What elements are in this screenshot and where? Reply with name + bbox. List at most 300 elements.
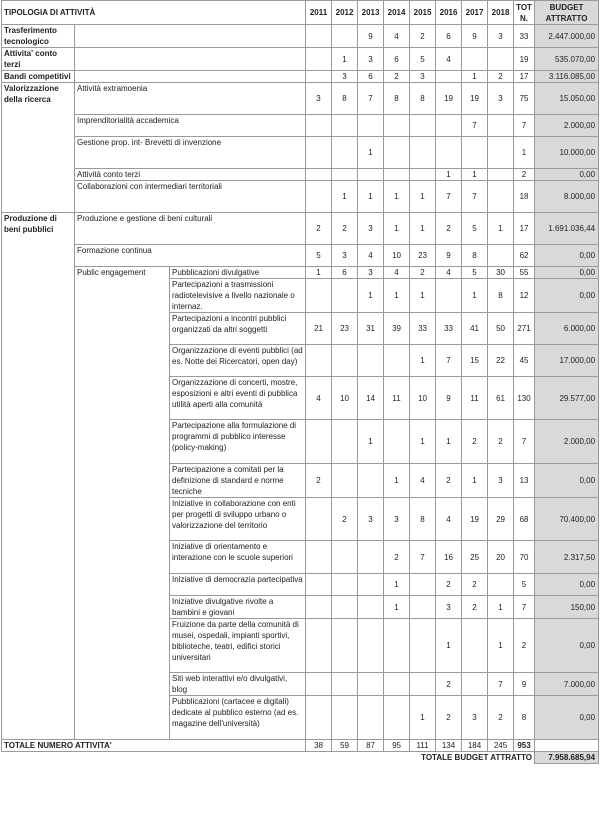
row-budget: 10.000,00 — [535, 137, 599, 169]
year-value: 25 — [462, 541, 488, 574]
year-value: 3 — [306, 83, 332, 115]
year-value: 29 — [488, 498, 514, 541]
row-category: Trasferimento tecnologico — [2, 25, 75, 48]
year-value — [358, 345, 384, 377]
year-value — [306, 181, 332, 213]
row-subcategory: Gestione prop. int- Brevetti di invenzione — [75, 137, 306, 169]
row-subcategory: Attività conto terzi — [75, 169, 306, 181]
year-value: 2 — [488, 71, 514, 83]
year-value — [332, 420, 358, 464]
year-value — [358, 541, 384, 574]
year-value: 1 — [358, 137, 384, 169]
year-value: 2 — [436, 464, 462, 498]
row-budget: 2.000,00 — [535, 115, 599, 137]
row-activity: Pubblicazioni (cartacee e digitali) dedicate al pubblico esterno (ad es. magazine dell'università) — [170, 696, 306, 740]
year-value: 1 — [358, 279, 384, 313]
row-budget: 29.577,00 — [535, 377, 599, 420]
table-row — [2, 71, 599, 83]
totals-year: 184 — [462, 740, 488, 752]
year-value: 1 — [488, 596, 514, 619]
header-year: 2017 — [462, 1, 488, 25]
year-value — [384, 696, 410, 740]
totals-year: 87 — [358, 740, 384, 752]
totals-spacer — [535, 740, 599, 752]
year-value: 1 — [410, 213, 436, 245]
row-total: 17 — [514, 213, 535, 245]
year-value — [332, 279, 358, 313]
header-year: 2011 — [306, 1, 332, 25]
row-total: 2 — [514, 619, 535, 673]
year-value — [332, 696, 358, 740]
year-value: 50 — [488, 313, 514, 345]
row-category: Valorizzazione della ricerca — [2, 83, 75, 213]
year-value — [358, 115, 384, 137]
year-value: 1 — [384, 574, 410, 596]
year-value: 2 — [384, 71, 410, 83]
row-subcategory — [75, 71, 306, 83]
year-value — [410, 574, 436, 596]
year-value — [358, 169, 384, 181]
year-value: 4 — [306, 377, 332, 420]
year-value: 6 — [384, 48, 410, 71]
row-total: 1 — [514, 137, 535, 169]
row-budget: 2.317,50 — [535, 541, 599, 574]
year-value: 1 — [410, 420, 436, 464]
year-value: 3 — [488, 83, 514, 115]
year-value: 7 — [462, 181, 488, 213]
year-value: 9 — [462, 25, 488, 48]
row-total: 68 — [514, 498, 535, 541]
year-value: 8 — [384, 83, 410, 115]
year-value: 7 — [358, 83, 384, 115]
header-year: 2013 — [358, 1, 384, 25]
year-value: 7 — [436, 345, 462, 377]
row-activity: Iniziative in collaborazione con enti per progetti di sviluppo urbano o valorizzazione del territorio — [170, 498, 306, 541]
grand-total-row — [2, 752, 599, 764]
year-value: 1 — [410, 279, 436, 313]
totals-year: 95 — [384, 740, 410, 752]
year-value: 15 — [462, 345, 488, 377]
year-value — [306, 169, 332, 181]
year-value — [332, 345, 358, 377]
table-body — [2, 25, 599, 740]
row-total: 271 — [514, 313, 535, 345]
year-value: 1 — [436, 420, 462, 464]
year-value: 4 — [384, 25, 410, 48]
year-value: 9 — [358, 25, 384, 48]
row-activity: Siti web interattivi e/o divulgativi, blog — [170, 673, 306, 696]
year-value — [332, 619, 358, 673]
totals-year: 245 — [488, 740, 514, 752]
year-value: 33 — [410, 313, 436, 345]
table-row — [2, 267, 599, 279]
year-value — [462, 619, 488, 673]
row-activity: Partecipazioni a incontri pubblici organizzati da altri soggetti — [170, 313, 306, 345]
year-value: 14 — [358, 377, 384, 420]
totals-label: TOTALE NUMERO ATTIVITA' — [2, 740, 306, 752]
year-value: 1 — [436, 169, 462, 181]
year-value — [306, 541, 332, 574]
header-year: 2015 — [410, 1, 436, 25]
row-budget: 0,00 — [535, 245, 599, 267]
row-budget: 2.447.000,00 — [535, 25, 599, 48]
row-category: Attivita' conto terzi — [2, 48, 75, 71]
year-value: 10 — [384, 245, 410, 267]
year-value — [332, 169, 358, 181]
year-value: 23 — [410, 245, 436, 267]
row-budget: 150,00 — [535, 596, 599, 619]
year-value — [306, 596, 332, 619]
year-value: 2 — [436, 574, 462, 596]
year-value — [384, 115, 410, 137]
row-total: 7 — [514, 115, 535, 137]
year-value — [462, 673, 488, 696]
year-value — [488, 115, 514, 137]
grand-total-value: 7.958.685,94 — [535, 752, 599, 764]
year-value: 2 — [384, 541, 410, 574]
year-value — [410, 596, 436, 619]
year-value: 10 — [332, 377, 358, 420]
row-budget: 1.691.036,44 — [535, 213, 599, 245]
row-total: 18 — [514, 181, 535, 213]
row-activity: Iniziative di democrazia partecipativa — [170, 574, 306, 596]
year-value: 1 — [384, 181, 410, 213]
year-value: 3 — [332, 245, 358, 267]
year-value — [436, 115, 462, 137]
row-total: 7 — [514, 420, 535, 464]
year-value — [306, 115, 332, 137]
row-budget: 535.070,00 — [535, 48, 599, 71]
year-value — [358, 596, 384, 619]
year-value: 1 — [488, 619, 514, 673]
year-value — [306, 279, 332, 313]
row-activity: Partecipazione alla formulazione di programmi di pubblico interesse (policy-making) — [170, 420, 306, 464]
header-tot: TOT N. — [514, 1, 535, 25]
header-budget: BUDGET ATTRATTO — [535, 1, 599, 25]
year-value: 2 — [462, 574, 488, 596]
year-value: 7 — [462, 115, 488, 137]
table-row — [2, 181, 599, 213]
row-activity: Pubblicazioni divulgative — [170, 267, 306, 279]
year-value: 1 — [358, 181, 384, 213]
year-value: 4 — [410, 464, 436, 498]
year-value: 2 — [410, 25, 436, 48]
year-value: 41 — [462, 313, 488, 345]
year-value: 1 — [384, 464, 410, 498]
year-value — [410, 673, 436, 696]
year-value: 2 — [436, 673, 462, 696]
year-value — [436, 71, 462, 83]
year-value: 19 — [436, 83, 462, 115]
year-value — [306, 696, 332, 740]
row-activity: Iniziative divulgative rivolte a bambini e giovani — [170, 596, 306, 619]
year-value: 6 — [332, 267, 358, 279]
year-value: 5 — [462, 213, 488, 245]
row-total: 70 — [514, 541, 535, 574]
header-year: 2016 — [436, 1, 462, 25]
year-value — [410, 619, 436, 673]
row-total: 45 — [514, 345, 535, 377]
year-value: 1 — [332, 181, 358, 213]
row-subcategory — [75, 48, 306, 71]
row-activity: Partecipazione a comitati per la definizione di standard e norme tecniche — [170, 464, 306, 498]
row-budget: 15.050,00 — [535, 83, 599, 115]
year-value — [384, 673, 410, 696]
year-value — [306, 25, 332, 48]
header-year: 2012 — [332, 1, 358, 25]
year-value: 23 — [332, 313, 358, 345]
year-value: 2 — [488, 420, 514, 464]
row-category: Produzione di beni pubblici — [2, 213, 75, 740]
year-value — [488, 574, 514, 596]
year-value: 16 — [436, 541, 462, 574]
year-value: 8 — [332, 83, 358, 115]
year-value: 4 — [358, 245, 384, 267]
row-activity: Partecipazioni a trasmissioni radiotelevisive a livello nazionale o internaz. — [170, 279, 306, 313]
row-subcategory: Formazione continua — [75, 245, 306, 267]
year-value — [358, 696, 384, 740]
year-value: 9 — [436, 245, 462, 267]
year-value: 8 — [488, 279, 514, 313]
year-value — [332, 541, 358, 574]
year-value: 1 — [462, 279, 488, 313]
totals-tot: 953 — [514, 740, 535, 752]
year-value — [488, 137, 514, 169]
year-value: 5 — [410, 48, 436, 71]
year-value — [332, 115, 358, 137]
row-budget: 3.116.085,00 — [535, 71, 599, 83]
year-value: 5 — [462, 267, 488, 279]
header-row — [2, 1, 599, 25]
year-value — [462, 137, 488, 169]
year-value — [306, 137, 332, 169]
year-value: 3 — [462, 696, 488, 740]
year-value — [306, 574, 332, 596]
year-value — [384, 169, 410, 181]
year-value: 3 — [358, 267, 384, 279]
year-value — [436, 279, 462, 313]
row-subcategory: Produzione e gestione di beni culturali — [75, 213, 306, 245]
row-activity: Iniziative di orientamento e interazione con le scuole superiori — [170, 541, 306, 574]
year-value — [306, 619, 332, 673]
year-value — [384, 137, 410, 169]
year-value — [306, 345, 332, 377]
year-value: 20 — [488, 541, 514, 574]
row-total: 62 — [514, 245, 535, 267]
row-total: 5 — [514, 574, 535, 596]
totals-year: 38 — [306, 740, 332, 752]
row-total: 33 — [514, 25, 535, 48]
year-value — [306, 498, 332, 541]
row-budget: 6.000,00 — [535, 313, 599, 345]
year-value — [306, 48, 332, 71]
year-value — [410, 137, 436, 169]
row-total: 55 — [514, 267, 535, 279]
row-budget: 0,00 — [535, 464, 599, 498]
year-value: 4 — [436, 267, 462, 279]
year-value — [384, 345, 410, 377]
row-budget: 0,00 — [535, 279, 599, 313]
year-value — [332, 574, 358, 596]
row-total: 8 — [514, 696, 535, 740]
header-tipologia: TIPOLOGIA DI ATTIVITÀ — [2, 1, 306, 25]
table-row — [2, 245, 599, 267]
year-value: 2 — [306, 464, 332, 498]
row-total: 75 — [514, 83, 535, 115]
year-value: 2 — [332, 498, 358, 541]
year-value: 22 — [488, 345, 514, 377]
year-value — [384, 619, 410, 673]
year-value: 7 — [488, 673, 514, 696]
row-budget: 17.000,00 — [535, 345, 599, 377]
year-value: 1 — [462, 464, 488, 498]
row-activity: Organizzazione di eventi pubblici (ad es. Notte dei Ricercatori, open day) — [170, 345, 306, 377]
year-value: 2 — [332, 213, 358, 245]
year-value — [332, 25, 358, 48]
row-total: 7 — [514, 596, 535, 619]
totals-year: 134 — [436, 740, 462, 752]
year-value — [488, 245, 514, 267]
year-value — [332, 137, 358, 169]
header-year: 2014 — [384, 1, 410, 25]
row-subcategory — [75, 25, 306, 48]
year-value: 3 — [358, 48, 384, 71]
year-value — [488, 48, 514, 71]
row-budget: 2.000,00 — [535, 420, 599, 464]
year-value: 33 — [436, 313, 462, 345]
table-row — [2, 25, 599, 48]
year-value: 3 — [358, 498, 384, 541]
year-value: 3 — [332, 71, 358, 83]
row-total: 9 — [514, 673, 535, 696]
year-value: 1 — [306, 267, 332, 279]
row-activity: Organizzazione di concerti, mostre, esposizioni e altri eventi di pubblica utilità aperti alla comunità — [170, 377, 306, 420]
year-value: 3 — [436, 596, 462, 619]
year-value: 5 — [306, 245, 332, 267]
row-budget: 7.000,00 — [535, 673, 599, 696]
year-value: 7 — [410, 541, 436, 574]
year-value: 8 — [410, 498, 436, 541]
year-value: 3 — [384, 498, 410, 541]
year-value: 2 — [462, 420, 488, 464]
year-value — [332, 596, 358, 619]
totals-row — [2, 740, 599, 752]
year-value: 21 — [306, 313, 332, 345]
table-row — [2, 115, 599, 137]
row-budget: 8.000,00 — [535, 181, 599, 213]
table-row — [2, 169, 599, 181]
row-total: 12 — [514, 279, 535, 313]
row-total: 13 — [514, 464, 535, 498]
year-value — [488, 181, 514, 213]
year-value: 1 — [384, 213, 410, 245]
year-value: 2 — [462, 596, 488, 619]
year-value: 2 — [306, 213, 332, 245]
row-total: 17 — [514, 71, 535, 83]
year-value — [410, 115, 436, 137]
row-activity: Fruizione da parte della comunità di musei, ospedali, impianti sportivi, biblioteche, teatri, edifici storici universitari — [170, 619, 306, 673]
year-value — [332, 464, 358, 498]
row-subcategory: Imprenditorialità accademica — [75, 115, 306, 137]
row-total: 19 — [514, 48, 535, 71]
year-value: 8 — [462, 245, 488, 267]
row-budget: 0,00 — [535, 696, 599, 740]
year-value — [462, 48, 488, 71]
row-budget: 0,00 — [535, 619, 599, 673]
year-value: 1 — [384, 596, 410, 619]
row-total: 130 — [514, 377, 535, 420]
year-value — [488, 169, 514, 181]
year-value: 3 — [488, 25, 514, 48]
table-row — [2, 137, 599, 169]
table-row — [2, 48, 599, 71]
row-budget: 0,00 — [535, 267, 599, 279]
row-budget: 70.400,00 — [535, 498, 599, 541]
year-value — [332, 673, 358, 696]
row-category: Bandi competitivi — [2, 71, 75, 83]
year-value: 2 — [436, 696, 462, 740]
row-subcategory: Attività extramoenia — [75, 83, 306, 115]
year-value — [384, 420, 410, 464]
year-value: 30 — [488, 267, 514, 279]
year-value: 4 — [384, 267, 410, 279]
row-subcategory: Public engagement — [75, 267, 170, 740]
year-value: 3 — [358, 213, 384, 245]
year-value: 2 — [488, 696, 514, 740]
year-value: 10 — [410, 377, 436, 420]
year-value: 19 — [462, 498, 488, 541]
grand-spacer — [2, 752, 306, 764]
year-value: 31 — [358, 313, 384, 345]
year-value: 1 — [332, 48, 358, 71]
table-row — [2, 83, 599, 115]
year-value: 1 — [384, 279, 410, 313]
year-value: 39 — [384, 313, 410, 345]
year-value — [358, 464, 384, 498]
year-value: 11 — [384, 377, 410, 420]
year-value — [306, 420, 332, 464]
year-value: 6 — [436, 25, 462, 48]
row-subcategory: Collaborazioni con intermediari territoriali — [75, 181, 306, 213]
year-value — [306, 673, 332, 696]
year-value — [358, 619, 384, 673]
totals-year: 59 — [332, 740, 358, 752]
row-budget: 0,00 — [535, 574, 599, 596]
year-value: 1 — [488, 213, 514, 245]
row-total: 2 — [514, 169, 535, 181]
row-budget: 0,00 — [535, 169, 599, 181]
year-value: 4 — [436, 498, 462, 541]
year-value: 7 — [436, 181, 462, 213]
table-row — [2, 213, 599, 245]
year-value: 1 — [462, 169, 488, 181]
year-value: 1 — [436, 619, 462, 673]
grand-total-label: TOTALE BUDGET ATTRATTO — [306, 752, 535, 764]
year-value: 6 — [358, 71, 384, 83]
year-value: 3 — [488, 464, 514, 498]
year-value: 2 — [436, 213, 462, 245]
year-value: 19 — [462, 83, 488, 115]
year-value — [436, 137, 462, 169]
year-value: 4 — [436, 48, 462, 71]
activity-table — [1, 0, 599, 764]
year-value: 1 — [410, 181, 436, 213]
totals-year: 111 — [410, 740, 436, 752]
year-value: 3 — [410, 71, 436, 83]
year-value: 61 — [488, 377, 514, 420]
year-value: 1 — [358, 420, 384, 464]
year-value — [306, 71, 332, 83]
